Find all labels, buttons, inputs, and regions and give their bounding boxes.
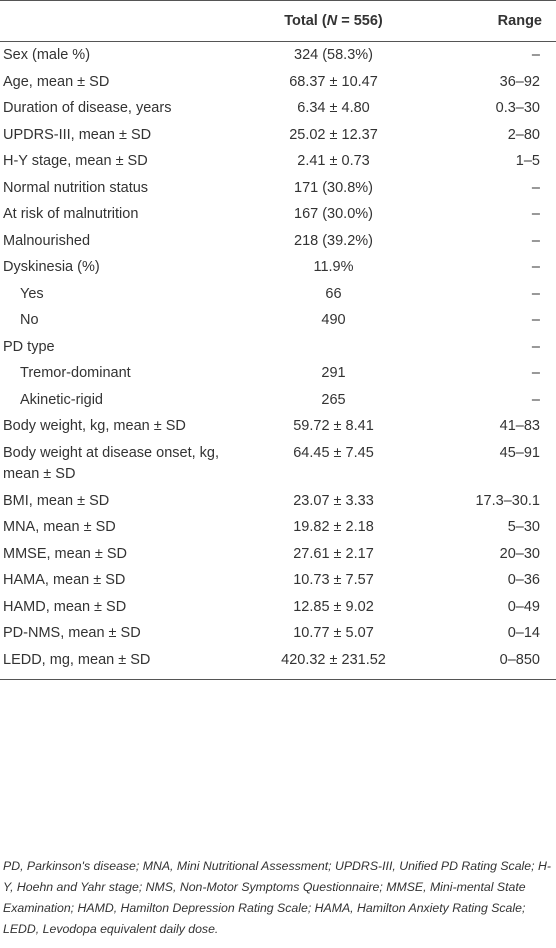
row-range-value: 17.3–30.1 [475, 492, 540, 509]
table-row [0, 95, 556, 122]
row-range-value: – [531, 338, 540, 355]
row-range-value: – [531, 391, 540, 408]
table-row [0, 228, 556, 255]
row-range-value: 1–5 [515, 153, 540, 169]
header-total-n: N [326, 13, 338, 29]
table-row [0, 307, 556, 334]
row-range-value: 0.3–30 [495, 100, 540, 116]
row-label: Akinetic-rigid [20, 391, 103, 408]
row-label: Yes [20, 285, 44, 302]
row-total-value: 2.41 ± 0.73 [297, 153, 370, 169]
row-label: No [20, 312, 39, 328]
table-row [0, 567, 556, 594]
header-total-suffix: = 556) [337, 13, 383, 29]
header-range: Range [431, 1, 556, 42]
row-total-value: 19.82 ± 2.18 [293, 519, 374, 535]
row-label: BMI, mean ± SD [3, 492, 110, 509]
header-total-prefix: Total ( [284, 13, 327, 29]
row-label: UPDRS-III, mean ± SD [3, 126, 152, 143]
row-label: MMSE, mean ± SD [3, 545, 127, 562]
row-label: Normal nutrition status [3, 179, 149, 196]
row-total-value [236, 334, 431, 361]
table-body [0, 42, 556, 680]
row-label: H-Y stage, mean ± SD [3, 153, 148, 169]
row-range-value: – [531, 47, 540, 63]
row-range-value: – [531, 259, 540, 275]
row-total-value: 23.07 ± 3.33 [293, 492, 374, 509]
row-total-value: 25.02 ± 12.37 [289, 126, 378, 143]
row-total-value: 167 (30.0%) [294, 206, 373, 222]
row-total-value: 10.77 ± 5.07 [293, 625, 374, 641]
row-total-value: 27.61 ± 2.17 [293, 545, 374, 562]
table-row [0, 541, 556, 568]
header-total [236, 1, 431, 42]
row-range-value: – [531, 365, 540, 381]
table-row [0, 514, 556, 541]
row-total-value: 66 [325, 285, 342, 302]
table-row [0, 148, 556, 175]
row-total-value: 265 [321, 391, 346, 408]
row-label: Dyskinesia (%) [3, 259, 100, 275]
row-range-value: 20–30 [499, 545, 540, 562]
table-row [0, 360, 556, 387]
table-footnote: PD, Parkinson's disease; MNA, Mini Nutritional Assessment; UPDRS-III, Unified PD Rating Scale; H-Y, Hoehn and Yahr stage; NMS, Non-Motor Symptoms Questionnaire; MMSE, Mini-mental State Examination; HAMD, Hamilton Depression Rating Scale; HAMA, Hamilton Anxiety Rating Scale; LEDD, Levodopa equivalent daily dose. [3, 859, 551, 936]
table-row [0, 201, 556, 228]
row-label: Duration of disease, years [3, 100, 172, 116]
table-row [0, 42, 556, 69]
row-range-value: 45–91 [499, 444, 540, 461]
row-label: Body weight, kg, mean ± SD [3, 418, 186, 434]
row-range-value: – [531, 232, 540, 249]
row-label: Sex (male %) [3, 47, 91, 63]
row-range-value: 0–36 [507, 572, 540, 588]
row-range-value: 2–80 [507, 126, 540, 143]
row-total-value: 10.73 ± 7.57 [293, 572, 374, 588]
row-label: Age, mean ± SD [3, 73, 110, 90]
table-row [0, 69, 556, 96]
row-total-value: 324 (58.3%) [294, 47, 373, 63]
table-row [0, 281, 556, 308]
table-row [0, 620, 556, 647]
row-label: At risk of malnutrition [3, 206, 139, 222]
row-total-value: 490 [321, 312, 346, 328]
table-row [0, 254, 556, 281]
header-characteristic [0, 1, 236, 42]
row-range-value: 0–850 [431, 647, 556, 680]
row-total-value: 291 [321, 365, 346, 381]
row-label: HAMD, mean ± SD [3, 598, 127, 615]
row-label: Body weight at disease onset, kg, mean ± SD [3, 444, 220, 482]
table-row [0, 488, 556, 515]
row-total-value: 68.37 ± 10.47 [289, 73, 378, 90]
table-row [0, 334, 556, 361]
row-total-value: 64.45 ± 7.45 [293, 444, 374, 461]
row-range-value: 41–83 [499, 418, 540, 434]
table-row [0, 122, 556, 149]
row-total-value: 59.72 ± 8.41 [293, 418, 374, 434]
table-row [0, 440, 556, 488]
row-total-value: 12.85 ± 9.02 [293, 598, 374, 615]
row-total-value: 420.32 ± 231.52 [236, 647, 431, 680]
table-row [0, 175, 556, 202]
row-total-value: 218 (39.2%) [294, 232, 373, 249]
row-range-value: 36–92 [499, 73, 540, 90]
row-range-value: 0–14 [507, 625, 540, 641]
row-label: Malnourished [3, 232, 91, 249]
row-label: MNA, mean ± SD [3, 519, 116, 535]
row-range-value: – [531, 206, 540, 222]
table-row [0, 413, 556, 440]
row-label: HAMA, mean ± SD [3, 572, 126, 588]
table-row [0, 594, 556, 621]
table-row [0, 387, 556, 414]
row-range-value: 0–49 [507, 598, 540, 615]
row-total-value: 171 (30.8%) [294, 179, 373, 196]
row-range-value: – [531, 285, 540, 302]
table-row [0, 647, 556, 680]
row-label: PD type [3, 338, 55, 355]
row-range-value: – [531, 312, 540, 328]
row-total-value: 6.34 ± 4.80 [297, 100, 370, 116]
row-label: Tremor-dominant [20, 365, 131, 381]
row-label: LEDD, mg, mean ± SD [0, 647, 236, 680]
table-header-row [0, 1, 556, 42]
row-total-value: 11.9% [313, 259, 354, 275]
row-label: PD-NMS, mean ± SD [3, 625, 141, 641]
row-range-value: 5–30 [507, 519, 540, 535]
row-range-value: – [531, 179, 540, 196]
